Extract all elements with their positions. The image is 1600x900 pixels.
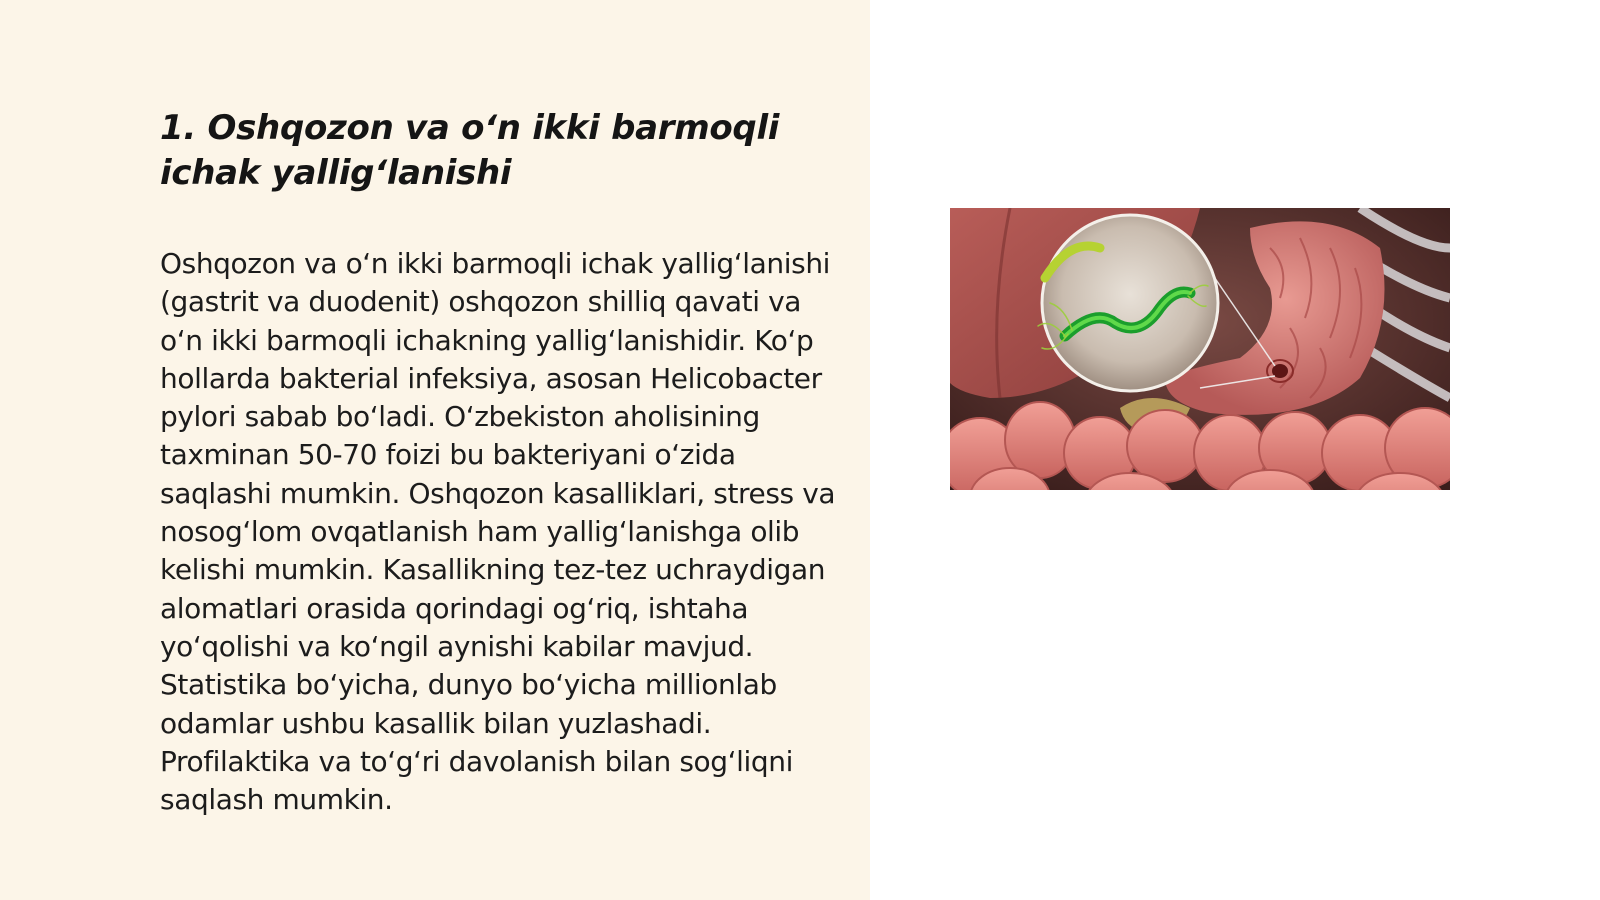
slide-body-text: Oshqozon va o‘n ikki barmoqli ichak yallig‘lanishi (gastrit va duodenit) oshqozon shilliq qavati va o‘n ikki barmoqli ichakning yallig‘lanishidir. Ko‘p hollarda bakterial infeksiya, asosan Helicobacter pylori sabab bo‘ladi. O‘zbekiston aholisining taxminan 50-70 foizi bu bakteriyani o‘zida saqlashi mumkin. Oshqozon kasalliklari, stress va nosog‘lom ovqatlanish ham yallig‘lanishga olib kelishi mumkin. Kasallikning tez-tez uchraydigan alomatlari orasida qorindagi og‘riq, ishtaha yo‘qolishi va ko‘ngil aynishi kabilar mavjud. Statistika bo‘yicha, dunyo bo‘yicha millionlab odamlar ushbu kasallik bilan yuzlashadi. Profilaktika va to‘g‘ri davolanish bilan sog‘liqni saqlash mumkin. — [160, 247, 836, 817]
stomach-illustration — [950, 208, 1450, 490]
magnifier-lens — [1042, 215, 1218, 391]
slide-title: 1. Oshqozon va o‘n ikki barmoqli ichak yallig‘lanishi — [160, 108, 780, 193]
